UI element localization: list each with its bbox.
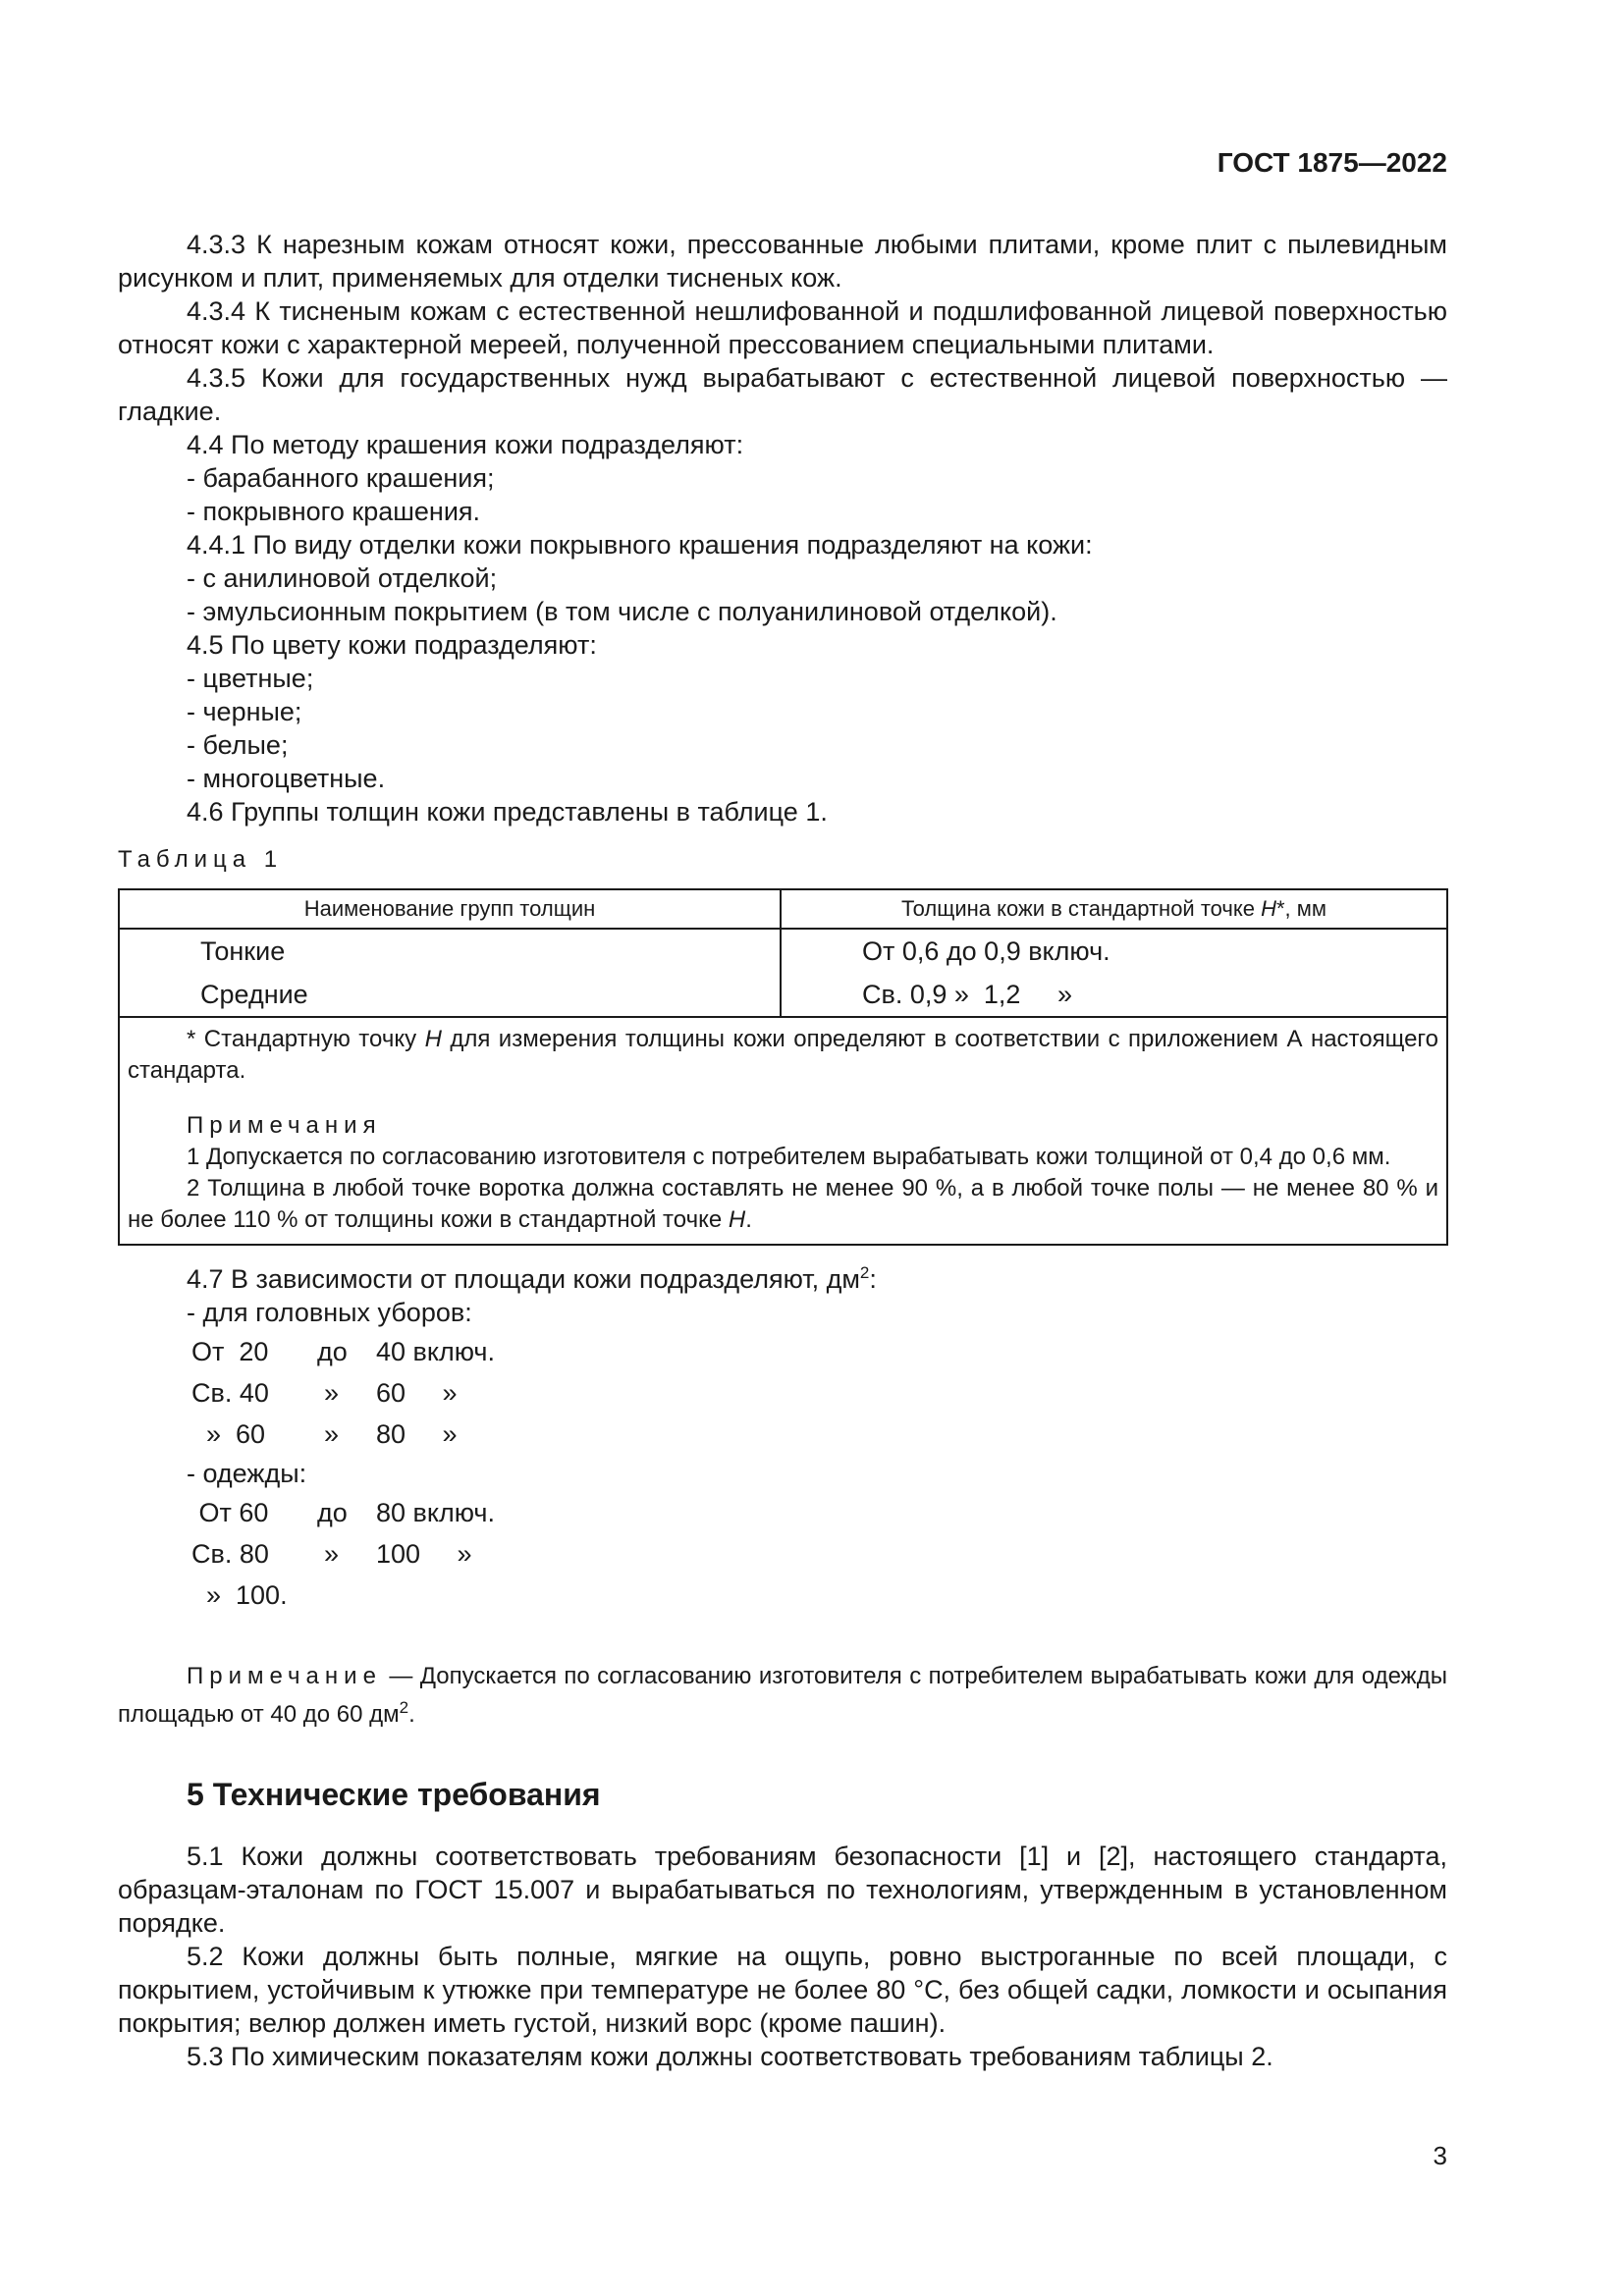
page-number: 3 bbox=[1433, 2141, 1447, 2170]
standard-header: ГОСТ 1875—2022 bbox=[1217, 147, 1447, 178]
table-caption: Таблица 1 bbox=[118, 846, 284, 873]
notes-title: Примечания bbox=[187, 1112, 382, 1139]
thickness-table bbox=[118, 888, 1448, 1246]
paragraph: 4.7 В зависимости от площади кожи подразделяют, $дм^2$: bbox=[187, 1263, 877, 1294]
note-paragraph: Примечание — Допускается по согласованию изготовителя с потребителем вырабатывать кожи для одежды площадью от 40 до 60 $дм^2$. bbox=[118, 1663, 1447, 1728]
table-cell: Средние bbox=[200, 979, 308, 1009]
area-from: » 100. bbox=[191, 1580, 288, 1610]
list-item: - с анилиновой отделкой; bbox=[187, 563, 498, 593]
area-to: » bbox=[324, 1378, 340, 1408]
paragraph: 5.2 Кожи должны быть полные, мягкие на ощупь, ровно выстроганные по всей площади, с покрытием, устойчивым к утюжке при температуре не более 80 °С, без общей садки, ломкости и осыпания покрытия; велюр должен иметь густой, низкий ворс (кроме пашин). bbox=[118, 1942, 1447, 2038]
column-header: Наименование групп толщин bbox=[119, 889, 781, 929]
list-item: - белые; bbox=[187, 730, 289, 760]
column-header: Толщина кожи в стандартной точке H*, мм bbox=[781, 889, 1447, 929]
paragraph: 4.5 По цвету кожи подразделяют: bbox=[187, 630, 597, 660]
area-to: до bbox=[317, 1498, 348, 1527]
list-item: - цветные; bbox=[187, 664, 314, 693]
paragraph: 4.3.5 Кожи для государственных нужд вырабатывают с естественной лицевой поверхностью — гладкие. bbox=[118, 363, 1447, 426]
area-to: » bbox=[324, 1419, 340, 1449]
list-item: - эмульсионным покрытием (в том числе с полуанилиновой отделкой). bbox=[187, 597, 1057, 626]
list-item: - черные; bbox=[187, 697, 302, 726]
section-title: 5 Технические требования bbox=[187, 1777, 601, 1812]
area-from: » 60 bbox=[191, 1419, 266, 1449]
area-from: Св. 40 bbox=[191, 1378, 269, 1408]
clothes-label-block bbox=[118, 1457, 1447, 1490]
area-value: 40 включ. bbox=[376, 1337, 495, 1366]
area-note bbox=[118, 1661, 1447, 1731]
section-4-text bbox=[118, 228, 1447, 828]
paragraph: 4.4 По методу крашения кожи подразделяют: bbox=[187, 430, 744, 459]
area-value: 80 включ. bbox=[376, 1498, 495, 1527]
paragraph: 5.1 Кожи должны соответствовать требованиям безопасности [1] и [2], настоящего стандарта, образцам-эталонам по ГОСТ 15.007 и вырабатываться по технологиям, утвержденным в установленном порядке. bbox=[118, 1842, 1447, 1938]
table-row bbox=[119, 929, 1447, 973]
table-note: 2 Толщина в любой точке воротка должна составлять не менее 90 %, а в любой точке полы — не менее 80 % и не более 110 % от толщины кожи в стандартной точке H. bbox=[128, 1175, 1438, 1233]
list-item: - одежды: bbox=[187, 1459, 307, 1488]
paragraph: 4.4.1 По виду отделки кожи покрывного крашения подразделяют на кожи: bbox=[187, 530, 1093, 560]
list-item: - барабанного крашения; bbox=[187, 463, 495, 493]
paragraph: 5.3 По химическим показателям кожи должны соответствовать требованиям таблицы 2. bbox=[187, 2042, 1273, 2071]
list-item: - для головных уборов: bbox=[187, 1298, 472, 1327]
area-to: до bbox=[317, 1337, 348, 1366]
area-value: 100 » bbox=[376, 1539, 472, 1569]
table-cell: Св. 0,9 » 1,2 » bbox=[781, 973, 1447, 1017]
section-5-text bbox=[118, 1840, 1447, 2073]
area-from: Св. 80 bbox=[191, 1539, 269, 1569]
table-notes bbox=[119, 1017, 1447, 1245]
area-value: 80 » bbox=[376, 1419, 458, 1449]
list-item: - покрывного крашения. bbox=[187, 497, 481, 526]
table-cell: От 0,6 до 0,9 включ. bbox=[781, 929, 1447, 973]
area-to: » bbox=[324, 1539, 340, 1569]
table-footnote: * Стандартную точку H для измерения толщины кожи определяют в соответствии с приложением А настоящего стандарта. bbox=[128, 1026, 1439, 1084]
list-item: - многоцветные. bbox=[187, 764, 386, 793]
area-from: От 20 bbox=[191, 1337, 269, 1366]
paragraph: 4.6 Группы толщин кожи представлены в таблице 1. bbox=[187, 797, 828, 827]
paragraph: 4.3.4 К тисненым кожам с естественной нешлифованной и подшлифованной лицевой поверхностью относят кожи с характерной мереей, полученной прессованием специальными плитами. bbox=[118, 296, 1447, 359]
area-value: 60 » bbox=[376, 1378, 458, 1408]
table-note: 1 Допускается по согласованию изготовителя с потребителем вырабатывать кожи толщиной от 0,4 до 0,6 мм. bbox=[187, 1144, 1391, 1170]
paragraph: 4.3.3 К нарезным кожам относят кожи, прессованные любыми плитами, кроме плит с пылевидным рисунком и плит, применяемых для отделки тисненых кож. bbox=[118, 230, 1447, 293]
table-row bbox=[119, 973, 1447, 1017]
area-section bbox=[118, 1256, 1447, 1329]
table-cell: Тонкие bbox=[200, 935, 286, 966]
area-from: От 60 bbox=[191, 1498, 269, 1527]
